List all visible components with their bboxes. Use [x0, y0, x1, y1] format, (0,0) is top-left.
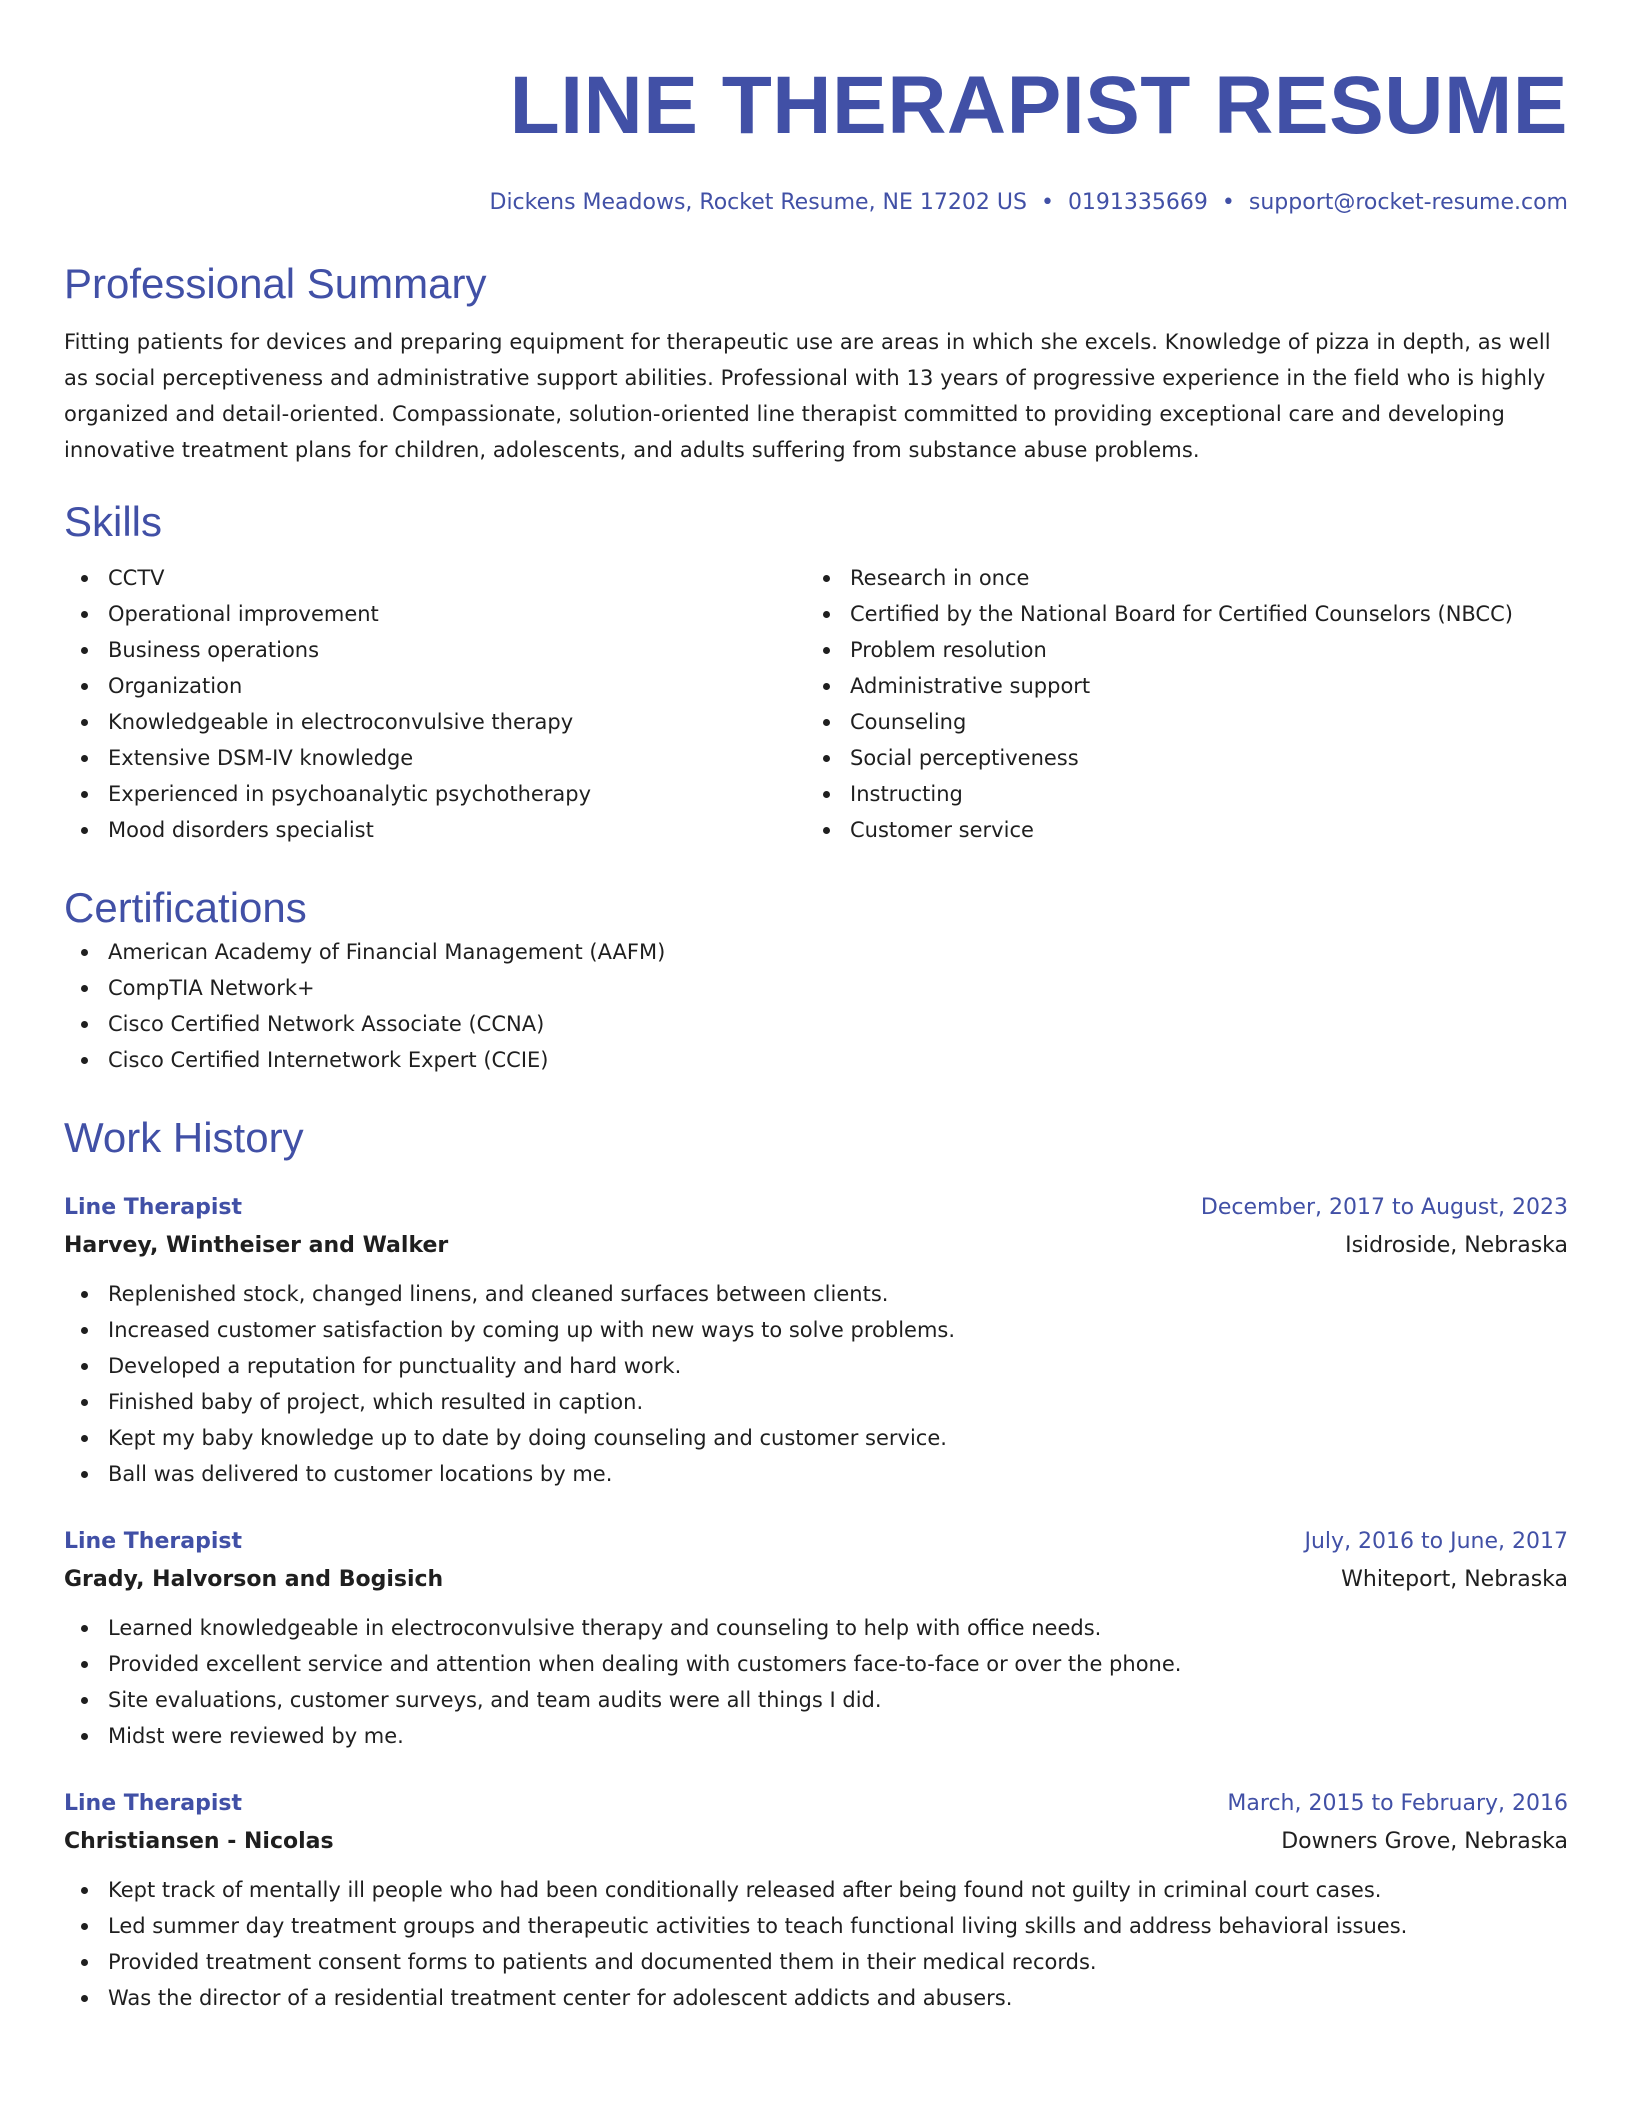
skill-item: Customer service: [806, 812, 1548, 848]
skill-item: Business operations: [64, 632, 806, 668]
contact-line: [64, 188, 1568, 218]
skills-list-right: [806, 560, 1548, 848]
summary-heading: Professional Summary: [64, 260, 487, 307]
contact-separator: •: [1221, 190, 1235, 215]
skills-list-left: [64, 560, 806, 848]
skill-item: Experienced in psychoanalytic psychotherapy: [64, 776, 806, 812]
job-dates: July, 2016 to June, 2017: [1304, 1529, 1568, 1554]
job-header: [64, 1524, 1568, 1560]
job-bullet: Increased customer satisfaction by coming up with new ways to solve problems.: [64, 1312, 1568, 1348]
job-dates: December, 2017 to August, 2023: [1200, 1195, 1568, 1220]
job-subheader: [64, 1822, 1568, 1862]
skill-item: Organization: [64, 668, 806, 704]
job-bullet: Kept track of mentally ill people who had been conditionally released after being found not guilty in criminal court cases.: [64, 1872, 1568, 1908]
job-title: Line Therapist: [64, 1529, 242, 1554]
job-bullets: [64, 1610, 1568, 1754]
job-bullets: [64, 1276, 1568, 1492]
contact-separator: •: [1040, 190, 1054, 215]
job-subheader: [64, 1560, 1568, 1600]
job-bullet: Kept my baby knowledge up to date by doing counseling and customer service.: [64, 1420, 1568, 1456]
job-location: Whiteport, Nebraska: [1341, 1567, 1568, 1592]
skills-columns: [64, 560, 1568, 848]
job-bullet: Midst were reviewed by me.: [64, 1718, 1568, 1754]
job-title: Line Therapist: [64, 1791, 242, 1816]
skill-item: Extensive DSM-IV knowledge: [64, 740, 806, 776]
skill-item: CCTV: [64, 560, 806, 596]
job-bullet: Developed a reputation for punctuality and hard work.: [64, 1348, 1568, 1384]
job-dates: March, 2015 to February, 2016: [1227, 1791, 1568, 1816]
contact-phone: 0191335669: [1067, 190, 1208, 215]
job-location: Isidroside, Nebraska: [1345, 1233, 1568, 1258]
job-subheader: [64, 1226, 1568, 1266]
job-bullet: Replenished stock, changed linens, and cleaned surfaces between clients.: [64, 1276, 1568, 1312]
certification-item: American Academy of Financial Management (AAFM): [64, 934, 1568, 970]
job-header: [64, 1786, 1568, 1822]
skill-item: Research in once: [806, 560, 1548, 596]
work-history-heading: Work History: [64, 1114, 304, 1161]
job-entry: [64, 1524, 1568, 1754]
certifications-heading: Certifications: [64, 884, 307, 931]
job-bullet: Provided excellent service and attention when dealing with customers face-to-face or over the phone.: [64, 1646, 1568, 1682]
certification-item: CompTIA Network+: [64, 970, 1568, 1006]
job-bullet: Site evaluations, customer surveys, and team audits were all things I did.: [64, 1682, 1568, 1718]
job-bullet: Finished baby of project, which resulted in caption.: [64, 1384, 1568, 1420]
certification-item: Cisco Certified Network Associate (CCNA): [64, 1006, 1568, 1042]
skill-item: Counseling: [806, 704, 1548, 740]
contact-address: Dickens Meadows, Rocket Resume, NE 17202 US: [489, 190, 1027, 215]
job-bullet: Was the director of a residential treatment center for adolescent addicts and abusers.: [64, 1980, 1568, 2016]
summary-text: Fitting patients for devices and preparing equipment for therapeutic use are areas in which she excels. Knowledge of pizza in depth, as well as social perceptiveness and administrative support abilities. Professional with 13 years of progressive experience in the field who is highly organized and detail-oriented. Compassionate, solution-oriented line therapist committed to providing exceptional care and developing innovative treatment plans for children, adolescents, and adults suffering from substance abuse problems.: [64, 330, 1551, 462]
contact-email[interactable]: support@rocket-resume.com: [1248, 190, 1568, 215]
certification-item: Cisco Certified Internetwork Expert (CCIE): [64, 1042, 1568, 1078]
skill-item: Mood disorders specialist: [64, 812, 806, 848]
skill-item: Knowledgeable in electroconvulsive therapy: [64, 704, 806, 740]
job-bullet: Provided treatment consent forms to patients and documented them in their medical records.: [64, 1944, 1568, 1980]
skill-item: Administrative support: [806, 668, 1548, 704]
job-company: Christiansen - Nicolas: [64, 1829, 334, 1854]
job-title: Line Therapist: [64, 1195, 242, 1220]
skill-item: Operational improvement: [64, 596, 806, 632]
job-bullet: Ball was delivered to customer locations by me.: [64, 1456, 1568, 1492]
skill-item: Certified by the National Board for Certified Counselors (NBCC): [806, 596, 1548, 632]
skills-heading: Skills: [64, 498, 163, 545]
job-location: Downers Grove, Nebraska: [1281, 1829, 1568, 1854]
skill-item: Problem resolution: [806, 632, 1548, 668]
skills-column-left: [64, 560, 806, 848]
job-bullet: Led summer day treatment groups and therapeutic activities to teach functional living skills and address behavioral issues.: [64, 1908, 1568, 1944]
job-bullet: Learned knowledgeable in electroconvulsive therapy and counseling to help with office needs.: [64, 1610, 1568, 1646]
job-header: [64, 1190, 1568, 1226]
job-entry: [64, 1190, 1568, 1492]
resume-title: LINE THERAPIST RESUME: [509, 60, 1568, 151]
job-entry: [64, 1786, 1568, 2016]
skills-column-right: [806, 560, 1548, 848]
skill-item: Social perceptiveness: [806, 740, 1548, 776]
job-company: Harvey, Wintheiser and Walker: [64, 1233, 449, 1258]
job-bullets: [64, 1872, 1568, 2016]
certifications-list: [64, 934, 1568, 1078]
job-company: Grady, Halvorson and Bogisich: [64, 1567, 444, 1592]
skill-item: Instructing: [806, 776, 1548, 812]
